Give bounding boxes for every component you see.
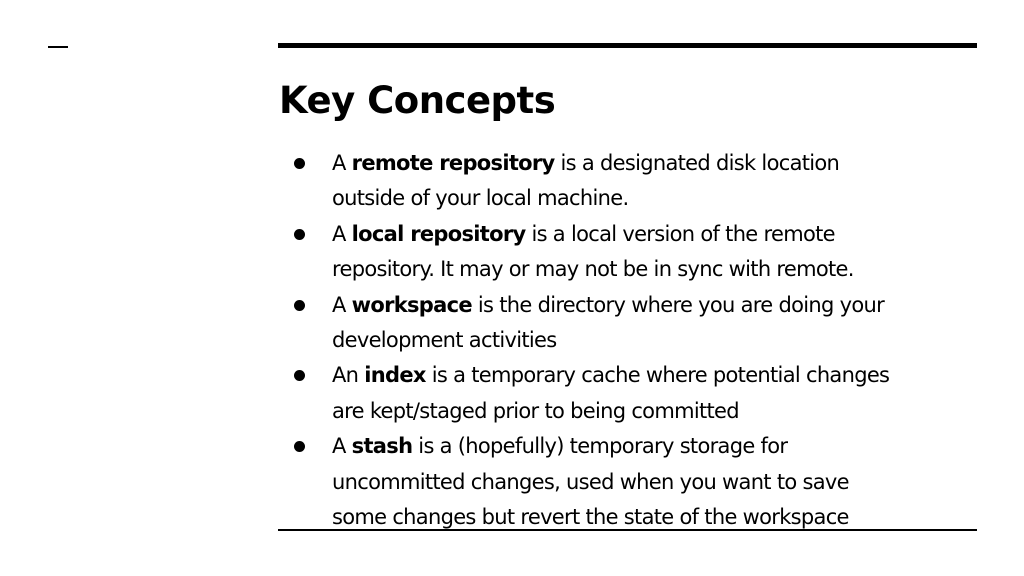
slide-title: Key Concepts: [279, 79, 556, 122]
bullet-text: is the directory where you are doing your: [471, 292, 885, 317]
bullet-dot-icon: [294, 229, 305, 240]
bullet-line-continued: uncommitted changes, used when you want to save: [332, 469, 849, 494]
top-divider: [278, 43, 977, 48]
concept-list: [292, 146, 977, 535]
bullet-term: index: [364, 363, 426, 388]
bullet-line: [332, 146, 977, 181]
bottom-divider: [278, 529, 977, 531]
bullet-line: [332, 358, 977, 393]
bullet-prefix: A: [332, 434, 352, 459]
bullet-workspace: [292, 288, 977, 359]
bullet-dot-icon: [294, 441, 305, 452]
bullet-line: [332, 288, 977, 323]
bullet-dot-icon: [294, 300, 305, 311]
bullet-text: is a local version of the remote: [525, 221, 835, 246]
bullet-line-continued: some changes but revert the state of the workspace: [332, 505, 849, 530]
bullet-term: stash: [351, 434, 413, 459]
bullet-line-continued: are kept/staged prior to being committed: [332, 398, 739, 423]
bullet-line: [332, 217, 977, 252]
bullet-local-repository: [292, 217, 977, 288]
bullet-line-continued: development activities: [332, 328, 557, 353]
bullet-stash: [292, 429, 977, 535]
bullet-dot-icon: [294, 158, 305, 169]
bullet-line: [332, 429, 977, 464]
bullet-dot-icon: [294, 370, 305, 381]
bullet-line-continued: outside of your local machine.: [332, 186, 629, 211]
bullet-text: is a (hopefully) temporary storage for: [412, 434, 788, 459]
bullet-remote-repository: [292, 146, 977, 217]
bullet-prefix: An: [332, 363, 365, 388]
bullet-index: [292, 358, 977, 429]
bullet-text: is a temporary cache where potential changes: [425, 363, 890, 388]
bullet-text: is a designated disk location: [554, 151, 840, 175]
bullet-prefix: A: [332, 221, 352, 246]
bullet-term: local repository: [351, 221, 526, 246]
bullet-term: remote repository: [351, 151, 555, 175]
bullet-prefix: A: [332, 151, 352, 175]
bullet-prefix: A: [332, 292, 352, 317]
corner-dash: [48, 46, 68, 48]
bullet-line-continued: repository. It may or may not be in sync with remote.: [332, 257, 854, 282]
bullet-term: workspace: [351, 292, 472, 317]
